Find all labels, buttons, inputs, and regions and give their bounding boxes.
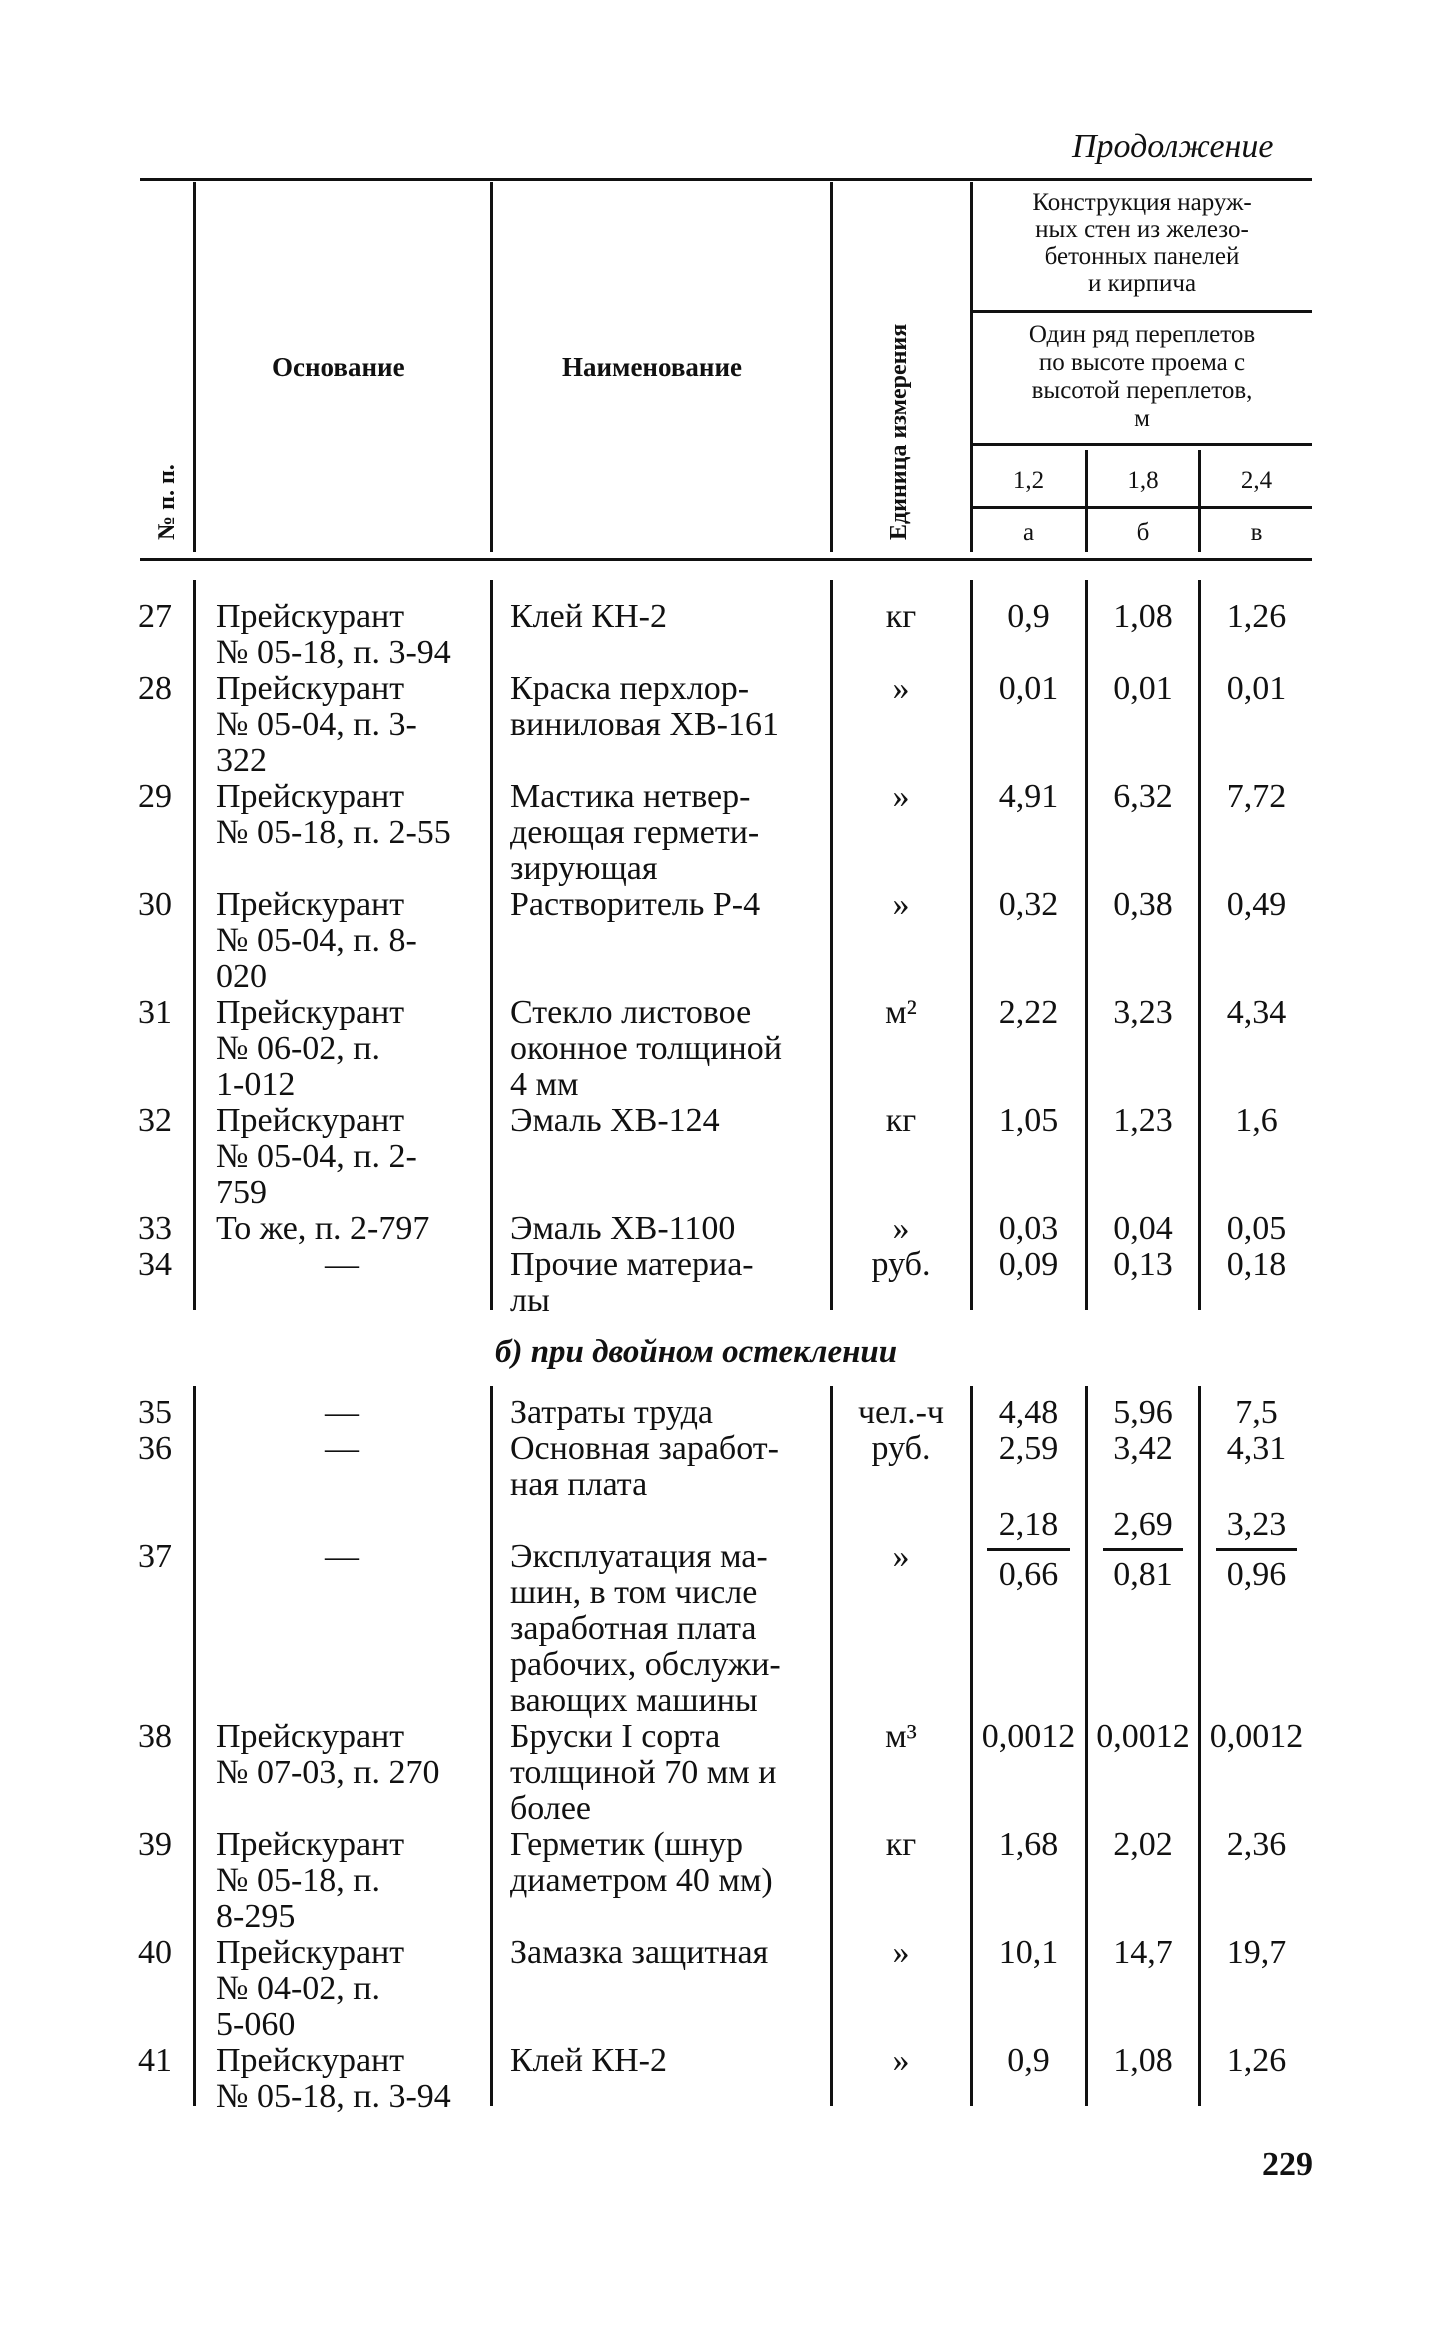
row-name-line: ная плата [510,1466,648,1503]
table-top-rule [140,178,1312,181]
row-basis-line: 8-295 [216,1898,296,1935]
row-number: 29 [138,778,172,815]
row-name-line: более [510,1790,591,1827]
row-number: 32 [138,1102,172,1139]
row-value-b: 0,04 [1113,1210,1173,1247]
row-unit: » [892,1210,910,1247]
row-value-c: 2,36 [1226,1826,1287,1863]
row-value-a: 0,32 [998,886,1059,923]
row-unit: » [892,2042,910,2079]
row-value-c: 0,18 [1226,1246,1287,1283]
row-name-line: виниловая ХВ-161 [510,706,779,743]
row-number: 38 [138,1718,172,1755]
row-basis-line: 322 [216,742,267,779]
row-unit: руб. [871,1430,931,1467]
row-value-a: 4,91 [998,778,1059,815]
row-unit: м³ [885,1718,917,1755]
row-basis-line: № 05-18, п. 2-55 [216,814,451,851]
header-col-line-3 [830,182,833,552]
header-row-label-line: м [1134,405,1150,432]
row-name-line: деющая гермети- [510,814,760,851]
row-name-line: Краска перхлор- [510,670,750,707]
row-value-a: 10,1 [998,1934,1059,1971]
row-name-line: толщиной 70 мм и [510,1754,777,1791]
row-value-b: 0,38 [1113,886,1173,923]
row-value-a: 0,0012 [981,1718,1076,1755]
row-name-line: Затраты труда [510,1394,714,1431]
row-name-line: лы [510,1282,550,1319]
header-letter: в [1250,519,1263,546]
row-basis-line: Прейскурант [216,1826,405,1863]
row-unit: » [892,1934,910,1971]
row-number: 28 [138,670,172,707]
row-value-c: 1,26 [1226,598,1287,635]
row-number: 30 [138,886,172,923]
header-unit: Единица измерения [886,323,912,540]
row-unit: » [892,886,910,923]
row-value-b: 2,02 [1113,1826,1173,1863]
header-bottom-rule [140,558,1312,561]
row-unit: чел.-ч [857,1394,945,1431]
row-value-a: 0,09 [998,1246,1059,1283]
row-value-a: 1,05 [998,1102,1059,1139]
row-name-line: Эксплуатация ма- [510,1538,768,1575]
row-basis-line: № 05-18, п. 3-94 [216,634,451,671]
row-name-line: рабочих, обслужи- [510,1646,781,1683]
row-unit: кг [885,1826,917,1863]
row-basis-line: Прейскурант [216,598,405,635]
row-value-c: 7,72 [1226,778,1287,815]
row-basis-line: Прейскурант [216,1934,405,1971]
row-value-c: 1,6 [1235,1102,1278,1139]
row-value-a: 4,48 [998,1394,1059,1431]
row-basis-line: То же, п. 2-797 [216,1210,430,1247]
header-rule-rowlabel [972,443,1312,446]
row-unit: кг [885,1102,917,1139]
header-construction-line: и кирпича [1087,270,1197,297]
row-name-line: Прочие материа- [510,1246,754,1283]
header-rule-construction [972,310,1312,313]
row-name-line: Эмаль ХВ-124 [510,1102,720,1139]
row-value-b: 14,7 [1113,1934,1173,1971]
row-name-line: Замазка защитная [510,1934,769,1971]
row-number: 40 [138,1934,172,1971]
row-value-a: 0,9 [1007,598,1050,635]
row-basis-line: 759 [216,1174,267,1211]
row-value-c: 0,01 [1226,670,1287,707]
header-col-line-2 [490,182,493,552]
body-b-line-1 [193,1386,196,2106]
body-b-line-2 [490,1386,493,2106]
row-basis-line: Прейскурант [216,778,405,815]
row-basis-line: Прейскурант [216,994,405,1031]
row-basis-line: № 05-04, п. 2- [216,1138,417,1175]
row-value-a: 1,68 [998,1826,1059,1863]
row-basis-line: 020 [216,958,267,995]
continuation-label: Продолжение [1072,128,1274,165]
row-value-c: 19,7 [1226,1934,1287,1971]
row-value-c: 0,49 [1226,886,1287,923]
header-height: 1,8 [1127,467,1159,494]
header-height: 2,4 [1240,467,1273,494]
row-value-b: 0,13 [1113,1246,1173,1283]
row-number: 36 [138,1430,172,1467]
row-value-a: 0,03 [998,1210,1059,1247]
row-unit: » [892,1538,910,1575]
row-basis-line: Прейскурант [216,1718,405,1755]
row-value-c: 1,26 [1226,2042,1287,2079]
header-letter: б [1136,519,1150,546]
row-value-b: 3,42 [1113,1430,1173,1467]
row-basis-dash: — [325,1538,359,1575]
row-value-b-top: 2,69 [1113,1506,1173,1543]
row-name-line: шин, в том числе [510,1574,758,1611]
row-value-c: 7,5 [1235,1394,1278,1431]
fraction-bar [987,1548,1070,1551]
body-a-line-1 [193,580,196,1310]
row-value-c: 4,34 [1226,994,1287,1031]
header-letter: а [1022,519,1035,546]
row-basis-line: № 07-03, п. 270 [216,1754,440,1791]
row-unit: кг [885,598,917,635]
row-value-c: 0,05 [1226,1210,1287,1247]
row-value-b: 0,0012 [1096,1718,1190,1755]
row-name-line: диаметром 40 мм) [510,1862,773,1899]
row-value-a: 2,59 [998,1430,1059,1467]
row-value-c-bottom: 0,96 [1226,1556,1287,1593]
row-name-line: заработная плата [510,1610,757,1647]
row-basis-line: № 04-02, п. [216,1970,380,2007]
header-row-label-line: Один ряд переплетов [1028,321,1256,348]
row-basis-dash: — [325,1246,359,1283]
page-number: 229 [1262,2146,1313,2183]
body-a-line-2 [490,580,493,1310]
row-number: 33 [138,1210,172,1247]
row-value-b-bottom: 0,81 [1113,1556,1173,1593]
row-name-line: вающих машины [510,1682,758,1719]
header-height: 1,2 [1012,467,1045,494]
row-unit: » [892,670,910,707]
row-name-line: Эмаль ХВ-1100 [510,1210,736,1247]
row-basis-line: № 05-04, п. 3- [216,706,417,743]
header-num: № п. п. [154,464,180,540]
row-number: 31 [138,994,172,1031]
row-number: 41 [138,2042,172,2079]
row-name-line: Клей КН-2 [510,598,667,635]
row-name-line: Растворитель Р-4 [510,886,761,923]
row-basis-line: № 06-02, п. [216,1030,380,1067]
row-basis-line: Прейскурант [216,1102,405,1139]
header-construction-line: Конструкция наруж- [1032,189,1252,216]
row-unit: руб. [871,1246,931,1283]
row-value-b: 3,23 [1113,994,1173,1031]
row-name-line: Основная заработ- [510,1430,779,1467]
row-number: 39 [138,1826,172,1863]
header-basis: Основание [272,352,405,382]
row-basis-dash: — [325,1430,359,1467]
row-basis-dash: — [325,1394,359,1431]
row-name-line: оконное толщиной [510,1030,782,1067]
row-value-c: 4,31 [1226,1430,1287,1467]
row-value-a: 0,01 [998,670,1059,707]
row-basis-line: № 05-04, п. 8- [216,922,417,959]
row-value-c-top: 3,23 [1226,1506,1287,1543]
row-basis-line: 5-060 [216,2006,296,2043]
row-name-line: Стекло листовое [510,994,752,1031]
fraction-bar [1216,1548,1297,1551]
header-col-line-1 [193,182,196,552]
row-value-a-bottom: 0,66 [998,1556,1059,1593]
row-value-b: 1,08 [1113,598,1173,635]
row-name-line: Герметик (шнур [510,1826,744,1863]
row-basis-line: № 05-18, п. 3-94 [216,2078,451,2115]
header-construction-line: бетонных панелей [1044,243,1240,270]
row-value-a: 2,22 [998,994,1059,1031]
header-name: Наименование [562,352,742,382]
row-name-line: 4 мм [510,1066,579,1103]
row-value-a-top: 2,18 [998,1506,1059,1543]
row-number: 35 [138,1394,172,1431]
row-basis-line: Прейскурант [216,886,405,923]
row-value-b: 5,96 [1113,1394,1173,1431]
header-row-label-line: высотой переплетов, [1031,377,1253,404]
row-value-b: 1,23 [1113,1102,1173,1139]
row-number: 27 [138,598,172,635]
row-basis-line: Прейскурант [216,670,405,707]
row-basis-line: № 05-18, п. [216,1862,380,1899]
row-basis-line: Прейскурант [216,2042,405,2079]
row-value-b: 6,32 [1113,778,1173,815]
row-name-line: Бруски I сорта [510,1718,721,1755]
section-title: б) при двойном остеклении [495,1334,898,1370]
row-value-a: 0,9 [1007,2042,1050,2079]
row-number: 37 [138,1538,172,1575]
row-value-c: 0,0012 [1209,1718,1304,1755]
row-name-line: зирующая [510,850,658,887]
row-number: 34 [138,1246,172,1283]
header-construction-line: ных стен из железо- [1035,216,1249,243]
row-value-b: 0,01 [1113,670,1173,707]
row-unit: м² [885,994,917,1031]
row-unit: » [892,778,910,815]
row-value-b: 1,08 [1113,2042,1173,2079]
row-basis-line: 1-012 [216,1066,296,1103]
header-row-label-line: по высоте проема с [1038,349,1246,376]
row-name-line: Мастика нетвер- [510,778,751,815]
fraction-bar [1103,1548,1183,1551]
row-name-line: Клей КН-2 [510,2042,667,2079]
header-rule-heights [972,506,1312,509]
